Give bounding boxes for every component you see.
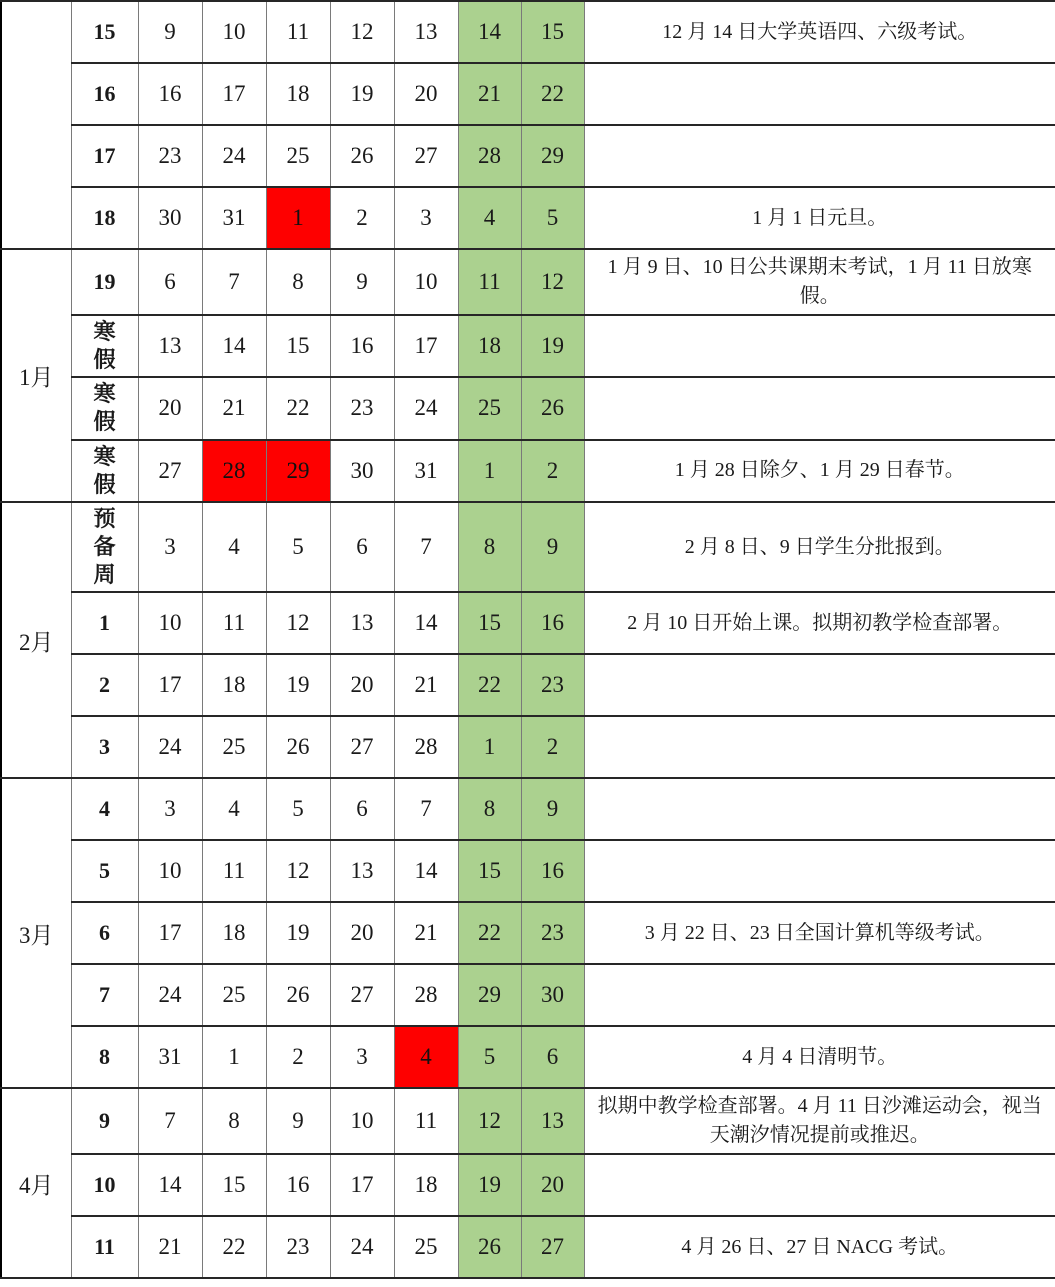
day-cell: 7 xyxy=(202,249,266,315)
day-cell: 2 xyxy=(266,1026,330,1088)
day-cell: 2 xyxy=(330,187,394,249)
day-cell: 12 xyxy=(266,592,330,654)
table-row xyxy=(1,1088,1055,1154)
table-row xyxy=(1,716,1055,778)
day-cell: 5 xyxy=(266,778,330,840)
day-cell: 30 xyxy=(138,187,202,249)
week-number-cell xyxy=(71,654,138,716)
week-number-label: 寒假 xyxy=(93,443,116,497)
day-cell: 18 xyxy=(266,63,330,125)
week-number-cell xyxy=(71,778,138,840)
week-number-label: 3 xyxy=(99,734,110,760)
day-cell: 17 xyxy=(330,1154,394,1216)
week-number-label: 7 xyxy=(99,982,110,1008)
day-cell: 4 xyxy=(202,502,266,592)
table-row xyxy=(1,1026,1055,1088)
week-number-label: 寒假 xyxy=(93,381,116,435)
day-cell: 31 xyxy=(394,440,458,502)
sunday-cell: 9 xyxy=(521,502,584,592)
day-cell: 16 xyxy=(138,63,202,125)
saturday-cell: 22 xyxy=(458,902,521,964)
sunday-cell: 27 xyxy=(521,1216,584,1278)
saturday-cell: 5 xyxy=(458,1026,521,1088)
table-row xyxy=(1,187,1055,249)
saturday-cell: 26 xyxy=(458,1216,521,1278)
day-cell: 6 xyxy=(330,502,394,592)
day-cell: 25 xyxy=(394,1216,458,1278)
sunday-cell: 22 xyxy=(521,63,584,125)
table-row xyxy=(1,902,1055,964)
saturday-cell: 8 xyxy=(458,502,521,592)
table-row xyxy=(1,964,1055,1026)
note-cell: 2 月 8 日、9 日学生分批报到。 xyxy=(584,502,1055,592)
note-cell: 4 月 26 日、27 日 NACG 考试。 xyxy=(584,1216,1055,1278)
day-cell: 27 xyxy=(138,440,202,502)
saturday-cell: 21 xyxy=(458,63,521,125)
saturday-cell: 4 xyxy=(458,187,521,249)
day-cell: 25 xyxy=(266,125,330,187)
day-cell: 24 xyxy=(138,716,202,778)
day-cell: 17 xyxy=(394,315,458,377)
day-cell: 20 xyxy=(138,377,202,439)
note-cell: 4 月 4 日清明节。 xyxy=(584,1026,1055,1088)
sunday-cell: 19 xyxy=(521,315,584,377)
sunday-cell: 12 xyxy=(521,249,584,315)
sunday-cell: 5 xyxy=(521,187,584,249)
day-cell: 20 xyxy=(394,63,458,125)
saturday-cell: 29 xyxy=(458,964,521,1026)
day-cell: 13 xyxy=(138,315,202,377)
day-cell: 7 xyxy=(394,778,458,840)
day-cell: 25 xyxy=(202,964,266,1026)
sunday-cell: 15 xyxy=(521,1,584,63)
table-row xyxy=(1,440,1055,502)
day-cell: 24 xyxy=(394,377,458,439)
week-number-cell xyxy=(71,1154,138,1216)
sunday-cell: 13 xyxy=(521,1088,584,1154)
day-cell: 21 xyxy=(394,654,458,716)
day-cell: 30 xyxy=(330,440,394,502)
month-cell: 1月 xyxy=(1,249,71,502)
day-cell: 23 xyxy=(266,1216,330,1278)
day-cell: 11 xyxy=(202,592,266,654)
day-cell: 21 xyxy=(138,1216,202,1278)
day-cell: 3 xyxy=(138,502,202,592)
day-cell: 10 xyxy=(394,249,458,315)
week-number-cell xyxy=(71,1,138,63)
note-cell: 12 月 14 日大学英语四、六级考试。 xyxy=(584,1,1055,63)
table-row xyxy=(1,249,1055,315)
day-cell: 10 xyxy=(330,1088,394,1154)
note-cell xyxy=(584,716,1055,778)
week-number-cell xyxy=(71,125,138,187)
week-number-label: 6 xyxy=(99,920,110,946)
table-row xyxy=(1,1154,1055,1216)
week-number-cell xyxy=(71,716,138,778)
week-number-cell xyxy=(71,840,138,902)
day-cell: 10 xyxy=(138,840,202,902)
week-number-cell xyxy=(71,1026,138,1088)
week-number-cell xyxy=(71,249,138,315)
week-number-cell xyxy=(71,440,138,502)
day-cell: 22 xyxy=(266,377,330,439)
saturday-cell: 11 xyxy=(458,249,521,315)
day-cell: 3 xyxy=(330,1026,394,1088)
day-cell: 20 xyxy=(330,902,394,964)
day-cell: 25 xyxy=(202,716,266,778)
saturday-cell: 1 xyxy=(458,716,521,778)
week-number-label: 18 xyxy=(93,205,116,230)
note-cell: 3 月 22 日、23 日全国计算机等级考试。 xyxy=(584,902,1055,964)
day-cell: 4 xyxy=(202,778,266,840)
sunday-cell: 9 xyxy=(521,778,584,840)
day-cell: 11 xyxy=(394,1088,458,1154)
note-cell xyxy=(584,654,1055,716)
day-cell: 14 xyxy=(394,592,458,654)
day-cell: 8 xyxy=(266,249,330,315)
week-number-label: 2 xyxy=(99,672,110,698)
table-row xyxy=(1,377,1055,439)
sunday-cell: 16 xyxy=(521,840,584,902)
month-cell xyxy=(1,1,71,249)
day-cell: 21 xyxy=(394,902,458,964)
table-row xyxy=(1,592,1055,654)
day-cell: 12 xyxy=(330,1,394,63)
day-cell: 31 xyxy=(138,1026,202,1088)
sunday-cell: 23 xyxy=(521,902,584,964)
day-cell: 28 xyxy=(394,716,458,778)
month-cell: 3月 xyxy=(1,778,71,1088)
day-cell: 19 xyxy=(266,654,330,716)
sunday-cell: 29 xyxy=(521,125,584,187)
note-cell xyxy=(584,840,1055,902)
note-cell xyxy=(584,377,1055,439)
note-cell: 1 月 28 日除夕、1 月 29 日春节。 xyxy=(584,440,1055,502)
day-cell: 27 xyxy=(330,716,394,778)
saturday-cell: 22 xyxy=(458,654,521,716)
sunday-cell: 20 xyxy=(521,1154,584,1216)
saturday-cell: 14 xyxy=(458,1,521,63)
day-cell: 23 xyxy=(138,125,202,187)
saturday-cell: 8 xyxy=(458,778,521,840)
day-cell: 14 xyxy=(138,1154,202,1216)
table-row xyxy=(1,63,1055,125)
day-cell: 1 xyxy=(202,1026,266,1088)
day-cell: 3 xyxy=(138,778,202,840)
saturday-cell: 15 xyxy=(458,592,521,654)
week-number-cell xyxy=(71,1088,138,1154)
day-cell: 7 xyxy=(138,1088,202,1154)
saturday-cell: 19 xyxy=(458,1154,521,1216)
sunday-cell: 30 xyxy=(521,964,584,1026)
week-number-cell xyxy=(71,377,138,439)
saturday-cell: 1 xyxy=(458,440,521,502)
week-number-label: 4 xyxy=(99,796,110,822)
day-cell: 9 xyxy=(266,1088,330,1154)
sunday-cell: 2 xyxy=(521,716,584,778)
week-number-cell xyxy=(71,592,138,654)
day-cell: 19 xyxy=(266,902,330,964)
month-cell: 4月 xyxy=(1,1088,71,1278)
week-number-cell xyxy=(71,187,138,249)
day-cell: 9 xyxy=(330,249,394,315)
day-cell: 17 xyxy=(138,902,202,964)
note-cell xyxy=(584,315,1055,377)
day-cell: 27 xyxy=(330,964,394,1026)
day-cell: 16 xyxy=(330,315,394,377)
day-cell: 18 xyxy=(202,654,266,716)
note-cell xyxy=(584,778,1055,840)
note-cell: 1 月 1 日元旦。 xyxy=(584,187,1055,249)
week-number-label: 10 xyxy=(93,1172,116,1198)
week-number-cell xyxy=(71,63,138,125)
day-cell: 10 xyxy=(138,592,202,654)
day-cell: 22 xyxy=(202,1216,266,1278)
week-number-cell xyxy=(71,315,138,377)
day-cell: 7 xyxy=(394,502,458,592)
table-row xyxy=(1,1,1055,63)
day-cell: 31 xyxy=(202,187,266,249)
day-cell: 1 xyxy=(266,187,330,249)
saturday-cell: 25 xyxy=(458,377,521,439)
month-cell: 2月 xyxy=(1,502,71,778)
sunday-cell: 2 xyxy=(521,440,584,502)
sunday-cell: 26 xyxy=(521,377,584,439)
day-cell: 21 xyxy=(202,377,266,439)
week-number-label: 1 xyxy=(99,610,110,636)
week-number-label: 19 xyxy=(93,269,116,294)
day-cell: 11 xyxy=(266,1,330,63)
week-number-cell xyxy=(71,502,138,592)
saturday-cell: 18 xyxy=(458,315,521,377)
day-cell: 13 xyxy=(394,1,458,63)
calendar-body xyxy=(1,1,1055,1278)
table-row xyxy=(1,778,1055,840)
day-cell: 3 xyxy=(394,187,458,249)
day-cell: 13 xyxy=(330,840,394,902)
day-cell: 12 xyxy=(266,840,330,902)
sunday-cell: 16 xyxy=(521,592,584,654)
week-number-label: 9 xyxy=(99,1108,110,1134)
day-cell: 24 xyxy=(330,1216,394,1278)
table-row xyxy=(1,654,1055,716)
day-cell: 24 xyxy=(138,964,202,1026)
day-cell: 13 xyxy=(330,592,394,654)
week-number-label: 11 xyxy=(94,1234,115,1260)
week-number-cell xyxy=(71,1216,138,1278)
day-cell: 15 xyxy=(266,315,330,377)
week-number-label: 预备周 xyxy=(93,505,116,588)
table-row xyxy=(1,125,1055,187)
saturday-cell: 15 xyxy=(458,840,521,902)
day-cell: 23 xyxy=(330,377,394,439)
saturday-cell: 28 xyxy=(458,125,521,187)
week-number-label: 17 xyxy=(93,143,116,168)
table-row xyxy=(1,315,1055,377)
note-cell: 拟期中教学检查部署。4 月 11 日沙滩运动会，视当天潮汐情况提前或推迟。 xyxy=(584,1088,1055,1154)
day-cell: 17 xyxy=(138,654,202,716)
table-row xyxy=(1,840,1055,902)
day-cell: 28 xyxy=(394,964,458,1026)
day-cell: 19 xyxy=(330,63,394,125)
day-cell: 14 xyxy=(394,840,458,902)
week-number-cell xyxy=(71,902,138,964)
day-cell: 24 xyxy=(202,125,266,187)
sunday-cell: 6 xyxy=(521,1026,584,1088)
day-cell: 10 xyxy=(202,1,266,63)
day-cell: 18 xyxy=(394,1154,458,1216)
week-number-label: 8 xyxy=(99,1044,110,1070)
note-cell: 1 月 9 日、10 日公共课期末考试，1 月 11 日放寒假。 xyxy=(584,249,1055,315)
day-cell: 27 xyxy=(394,125,458,187)
day-cell: 4 xyxy=(394,1026,458,1088)
day-cell: 5 xyxy=(266,502,330,592)
note-cell: 2 月 10 日开始上课。拟期初教学检查部署。 xyxy=(584,592,1055,654)
table-row xyxy=(1,1216,1055,1278)
day-cell: 17 xyxy=(202,63,266,125)
day-cell: 6 xyxy=(330,778,394,840)
day-cell: 26 xyxy=(266,716,330,778)
day-cell: 8 xyxy=(202,1088,266,1154)
week-number-label: 寒假 xyxy=(93,319,116,373)
day-cell: 29 xyxy=(266,440,330,502)
note-cell xyxy=(584,63,1055,125)
saturday-cell: 12 xyxy=(458,1088,521,1154)
day-cell: 9 xyxy=(138,1,202,63)
day-cell: 14 xyxy=(202,315,266,377)
note-cell xyxy=(584,1154,1055,1216)
sunday-cell: 23 xyxy=(521,654,584,716)
week-number-label: 16 xyxy=(93,81,116,106)
day-cell: 28 xyxy=(202,440,266,502)
day-cell: 18 xyxy=(202,902,266,964)
week-number-label: 15 xyxy=(93,19,116,44)
day-cell: 11 xyxy=(202,840,266,902)
day-cell: 26 xyxy=(330,125,394,187)
day-cell: 20 xyxy=(330,654,394,716)
day-cell: 6 xyxy=(138,249,202,315)
day-cell: 16 xyxy=(266,1154,330,1216)
day-cell: 26 xyxy=(266,964,330,1026)
week-number-cell xyxy=(71,964,138,1026)
note-cell xyxy=(584,964,1055,1026)
week-number-label: 5 xyxy=(99,858,110,884)
note-cell xyxy=(584,125,1055,187)
day-cell: 15 xyxy=(202,1154,266,1216)
table-row xyxy=(1,502,1055,592)
